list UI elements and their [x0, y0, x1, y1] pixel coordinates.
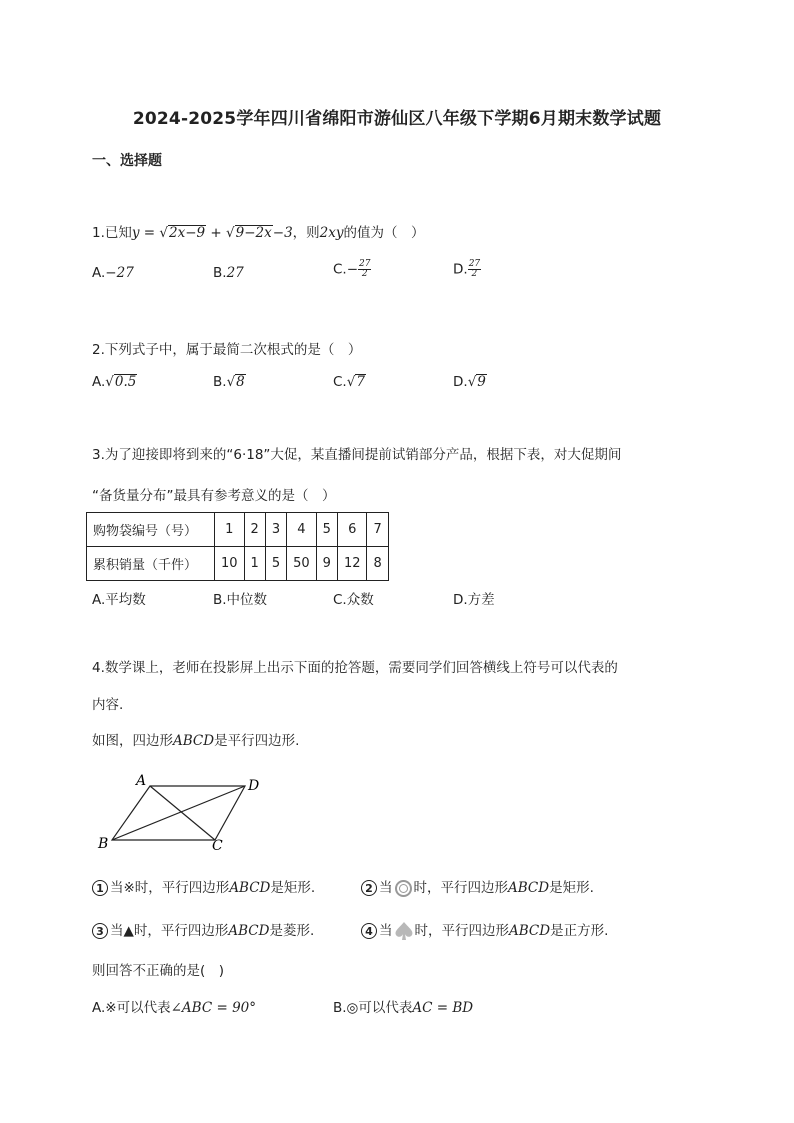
q1-option-b-label: B. [213, 265, 227, 281]
q1-suffix: 的值为（ ） [343, 225, 425, 241]
q3-option-b[interactable]: B.中位数 [213, 592, 268, 608]
q2-option-b-radicand: 8 [236, 374, 245, 390]
table-cell: 8 [367, 547, 388, 581]
table-cell: 7 [367, 513, 388, 547]
q1-prefix: 1.已知 [92, 225, 132, 241]
table-cell: 10 [215, 547, 245, 581]
circled-number-2: 2 [361, 880, 377, 896]
vertex-label-b: B [98, 836, 109, 852]
q4-option-b-math: AC = BD [412, 1000, 474, 1016]
table-cell: 4 [287, 513, 317, 547]
q4-statement-1 [92, 876, 315, 896]
q2-option-a-radicand: 0.5 [114, 374, 137, 390]
q4-statement-3-abcd: ABCD [228, 923, 270, 939]
q1-option-b-value: 27 [226, 265, 244, 281]
vertex-label-a: A [136, 773, 147, 789]
question-4-stem-line-1: 4.数学课上，老师在投影屏上出示下面的抢答题，需要同学们回答横线上符号可以代表的 [92, 660, 618, 676]
q4-statement-3-pre: 当▲时，平行四边形 [110, 923, 229, 939]
vertex-label-c: C [212, 838, 223, 854]
table-cell: 6 [337, 513, 367, 547]
q4-statement-3 [92, 919, 314, 939]
table-cell: 1 [244, 547, 265, 581]
q1-option-d-numerator: 27 [468, 259, 481, 269]
q4-statement-1-pre: 当※时，平行四边形 [110, 880, 230, 896]
circled-number-1: 1 [92, 880, 108, 896]
q1-option-b[interactable] [213, 265, 244, 281]
table-row-header: 累积销量（千件） [87, 547, 215, 581]
q3-option-c[interactable]: C.众数 [333, 592, 374, 608]
question-4-stem-line-3 [92, 729, 299, 749]
q2-option-c-radicand: 7 [356, 374, 365, 390]
q3-data-table [86, 512, 389, 581]
question-3-stem-line-1: 3.为了迎接即将到来的“6·18”大促，某直播间提前试销部分产品，根据下表，对大促期间 [92, 447, 622, 463]
table-row [87, 547, 389, 581]
q1-plus: + [206, 225, 227, 241]
q2-option-d-label: D. [453, 374, 468, 390]
q1-expr: 2xy [319, 225, 344, 241]
table-cell: 12 [337, 547, 367, 581]
q4-statement-2-pre: 当 [379, 880, 393, 896]
question-4-stem-line-2: 内容. [92, 697, 124, 713]
q2-option-b[interactable]: B.√8 [213, 374, 245, 390]
table-cell: 50 [287, 547, 317, 581]
table-cell: 2 [244, 513, 265, 547]
diagonal-bd [112, 786, 245, 840]
q1-option-d-label: D. [453, 261, 468, 278]
q4-statement-4-pre: 当 [379, 923, 393, 939]
double-circle-icon [395, 880, 412, 897]
q4-statement-2-post: 是矩形. [549, 880, 594, 896]
q1-option-c-sign: − [346, 261, 359, 278]
circled-number-4: 4 [361, 923, 377, 939]
spade-icon [393, 921, 415, 941]
q1-minus3: −3 [272, 225, 293, 241]
q4-stem-line-3-post: 是平行四边形. [214, 733, 300, 749]
q4-statement-3-post: 是菱形. [269, 923, 315, 939]
q2-option-c-label: C. [333, 374, 347, 390]
q4-option-a-math: ∠ABC = 90° [170, 1000, 256, 1016]
q4-statement-2 [361, 876, 594, 897]
q1-radicand-1: 2x−9 [169, 225, 206, 241]
q1-y: y = [131, 225, 160, 241]
q4-option-b-text: B.◎可以代表 [333, 1000, 413, 1016]
q1-radicand-2: 9−2x [235, 225, 272, 241]
circled-number-3: 3 [92, 923, 108, 939]
q1-option-d[interactable] [453, 260, 481, 279]
q1-option-a-value: −27 [105, 265, 134, 281]
q4-option-a-text: A.※可以代表 [92, 1000, 171, 1016]
q4-statement-2-mid: 时，平行四边形 [413, 880, 508, 896]
q3-option-d[interactable]: D.方差 [453, 592, 495, 608]
q4-statement-4-mid: 时，平行四边形 [414, 923, 509, 939]
table-cell: 3 [265, 513, 286, 547]
q4-abcd: ABCD [173, 733, 215, 749]
q2-option-d[interactable]: D.√9 [453, 374, 486, 390]
q4-statement-1-post: 是矩形. [270, 880, 316, 896]
q1-option-c-fraction [358, 260, 371, 279]
q1-mid: ，则 [292, 225, 320, 241]
vertex-label-d: D [248, 778, 260, 794]
q4-option-a[interactable] [92, 996, 256, 1016]
q1-option-d-fraction [468, 260, 481, 279]
q1-option-a[interactable] [92, 265, 134, 281]
q2-option-b-label: B. [213, 374, 227, 390]
q4-statement-4 [361, 919, 608, 941]
q1-option-c[interactable] [333, 260, 371, 279]
q4-statement-4-post: 是正方形. [550, 923, 609, 939]
q1-option-c-numerator: 27 [359, 259, 371, 269]
q3-option-a[interactable]: A.平均数 [92, 592, 146, 608]
table-row [87, 513, 389, 547]
q4-ask: 则回答不正确的是( ) [92, 963, 225, 979]
q1-option-a-label: A. [92, 265, 106, 281]
q4-statement-4-abcd: ABCD [509, 923, 551, 939]
q1-option-c-label: C. [333, 261, 347, 278]
q2-option-a-label: A. [92, 374, 106, 390]
q4-statement-1-abcd: ABCD [229, 880, 271, 896]
q2-option-a[interactable]: A.√0.5 [92, 374, 137, 390]
table-cell: 5 [316, 513, 337, 547]
table-cell: 5 [265, 547, 286, 581]
diagonal-ac [150, 786, 215, 840]
q2-option-d-radicand: 9 [477, 374, 486, 390]
table-cell: 1 [215, 513, 245, 547]
question-2-stem: 2.下列式子中，属于最简二次根式的是（ ） [92, 342, 362, 358]
table-cell: 9 [316, 547, 337, 581]
q2-option-c[interactable]: C.√7 [333, 374, 365, 390]
q4-statement-2-abcd: ABCD [508, 880, 550, 896]
q1-option-d-denominator: 2 [471, 269, 478, 279]
parallelogram-figure [90, 768, 280, 858]
section-heading: 一、选择题 [92, 153, 162, 169]
q1-option-c-denominator: 2 [361, 269, 368, 279]
q4-stem-line-3-pre: 如图，四边形 [92, 733, 173, 749]
q4-option-b[interactable] [333, 996, 473, 1016]
page-title: 2024-2025学年四川省绵阳市游仙区八年级下学期6月期末数学试题 [132, 109, 662, 129]
table-row-header: 购物袋编号（号） [87, 513, 215, 547]
question-1-stem: 1.已知y = √2x−9 + √9−2x−3，则2xy的值为（ ） [92, 225, 425, 241]
question-3-stem-line-2: “备货量分布”最具有参考意义的是（ ） [92, 488, 336, 504]
